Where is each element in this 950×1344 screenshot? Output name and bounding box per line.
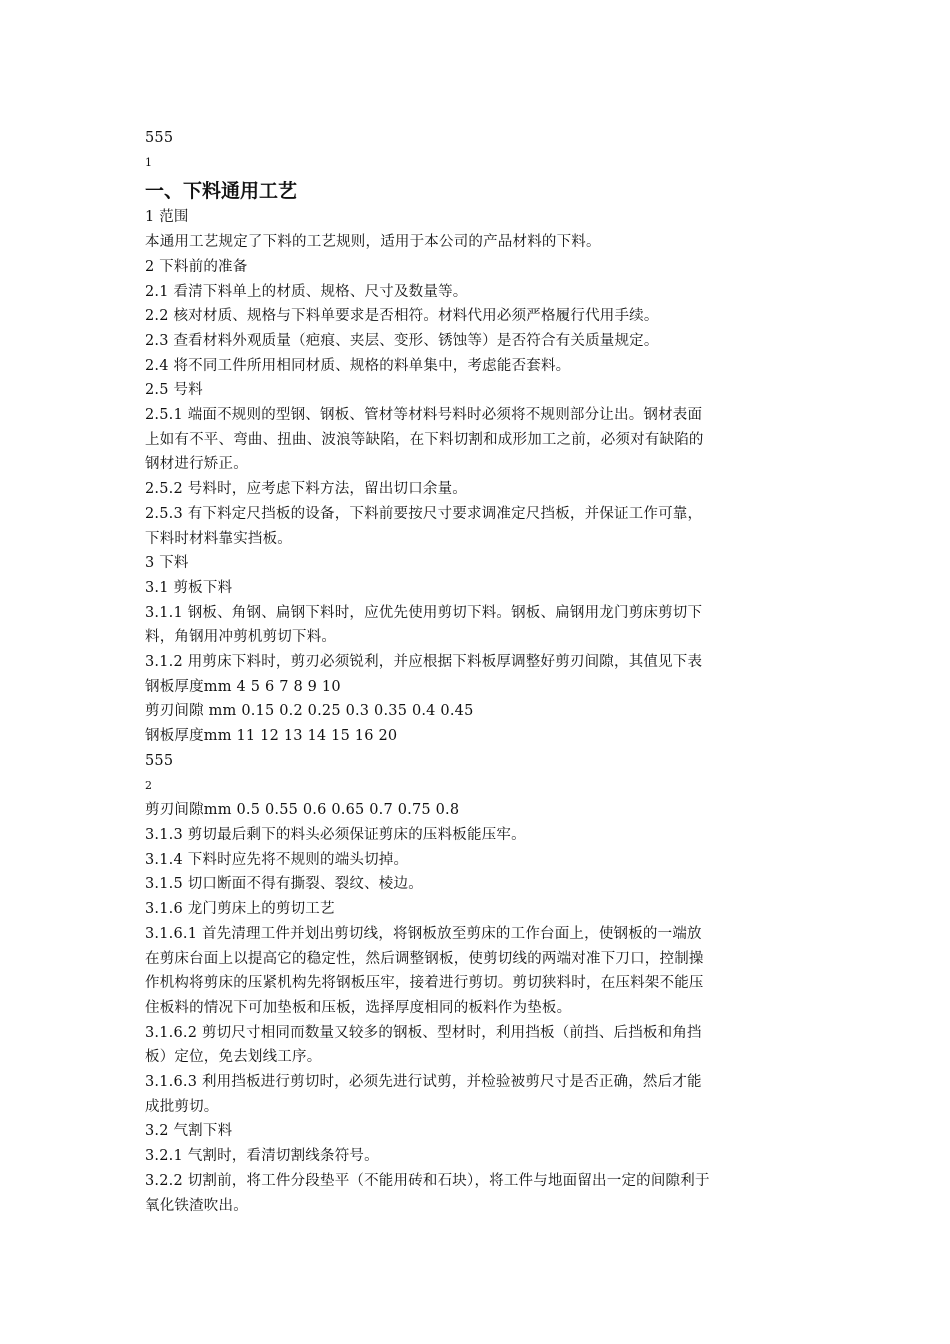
table-row: 剪刃间隙mm 0.5 0.55 0.6 0.65 0.7 0.75 0.8 <box>145 802 460 819</box>
page-number: 2 <box>145 778 153 792</box>
text-line: 2.5.3 有下料定尺挡板的设备，下料前要按尺寸要求调准定尺挡板，并保证工作可靠， <box>145 505 703 522</box>
text-line: 2.4 将不同工件所用相同材质、规格的料单集中，考虑能否套料。 <box>145 357 571 374</box>
document-title: 一、下料通用工艺 <box>145 180 298 203</box>
table-row: 钢板厚度mm 11 12 13 14 15 16 20 <box>145 728 398 745</box>
text-line: 本通用工艺规定了下料的工艺规则，适用于本公司的产品材料的下料。 <box>145 234 601 251</box>
body-text-section-2 <box>145 798 785 1218</box>
text-line: 2.5.1 端面不规则的型钢、钢板、管材等材料号料时必须将不规则部分让出。钢材表面 <box>145 407 703 424</box>
page-marker: 555 <box>145 752 174 769</box>
text-line: 料，角钢用冲剪机剪切下料。 <box>145 629 337 646</box>
text-line: 上如有不平、弯曲、扭曲、波浪等缺陷，在下料切割和成形加工之前，必须对有缺陷的 <box>145 431 704 448</box>
text-line: 3.1.6.2 剪切尺寸相同而数量又较多的钢板、型材时，利用挡板（前挡、后挡板和角挡 <box>145 1024 702 1041</box>
text-line: 成批剪切。 <box>145 1098 219 1115</box>
text-line: 3.1.6 龙门剪床上的剪切工艺 <box>145 901 335 918</box>
text-line: 2.5.2 号料时，应考虑下料方法，留出切口余量。 <box>145 481 468 498</box>
text-line: 2.3 查看材料外观质量（疤痕、夹层、变形、锈蚀等）是否符合有关质量规定。 <box>145 332 659 349</box>
text-line: 1 范围 <box>145 209 189 226</box>
text-line: 在剪床台面上以提高它的稳定性，然后调整钢板，使剪切线的两端对准下刀口，控制操 <box>145 950 704 967</box>
text-line: 氧化铁渣吹出。 <box>145 1197 248 1214</box>
table-row: 剪刃间隙 mm 0.15 0.2 0.25 0.3 0.35 0.4 0.45 <box>145 703 474 720</box>
text-line: 3.1.2 用剪床下料时，剪刃必须锐利，并应根据下料板厚调整好剪刃间隙，其值见下表 <box>145 654 703 671</box>
text-line: 3.1.6.3 利用挡板进行剪切时，必须先进行试剪，并检验被剪尺寸是否正确，然后才能 <box>145 1074 702 1091</box>
page-marker: 555 <box>145 130 174 146</box>
text-line: 3.1.1 钢板、角钢、扁钢下料时，应优先使用剪切下料。钢板、扁钢用龙门剪床剪切下 <box>145 604 703 621</box>
text-line: 3.1.5 切口断面不得有撕裂、裂纹、棱边。 <box>145 876 423 893</box>
text-line: 2 下料前的准备 <box>145 258 248 275</box>
text-line: 下料时材料靠实挡板。 <box>145 530 292 547</box>
text-line: 3.1.6.1 首先清理工件并划出剪切线，将钢板放至剪床的工作台面上，使钢板的一端放 <box>145 925 702 942</box>
text-line: 2.2 核对材质、规格与下料单要求是否相符。材料代用必须严格履行代用手续。 <box>145 308 659 325</box>
page-number: 1 <box>145 155 153 169</box>
text-line: 3.1.3 剪切最后剩下的料头必须保证剪床的压料板能压牢。 <box>145 826 526 843</box>
text-line: 2.1 看清下料单上的材质、规格、尺寸及数量等。 <box>145 283 468 300</box>
text-line: 3 下料 <box>145 555 189 572</box>
table-row: 钢板厚度mm 4 5 6 7 8 9 10 <box>145 678 341 695</box>
text-line: 3.1.4 下料时应先将不规则的端头切掉。 <box>145 851 409 868</box>
text-line: 住板料的情况下可加垫板和压板，选择厚度相同的板料作为垫板。 <box>145 999 572 1016</box>
document-page <box>145 126 785 1218</box>
text-line: 3.2.2 切割前，将工件分段垫平（不能用砖和石块），将工件与地面留出一定的间隙利于 <box>145 1172 710 1189</box>
text-line: 3.1 剪板下料 <box>145 579 233 596</box>
text-line: 作机构将剪床的压紧机构先将钢板压牢，接着进行剪切。剪切狭料时，在压料架不能压 <box>145 975 704 992</box>
text-line: 板）定位，免去划线工序。 <box>145 1049 322 1066</box>
text-line: 2.5 号料 <box>145 382 203 399</box>
body-text-section-1 <box>145 205 785 748</box>
text-line: 钢材进行矫正。 <box>145 456 248 473</box>
text-line: 3.2.1 气割时，看清切割线条符号。 <box>145 1148 379 1165</box>
text-line: 3.2 气割下料 <box>145 1123 233 1140</box>
